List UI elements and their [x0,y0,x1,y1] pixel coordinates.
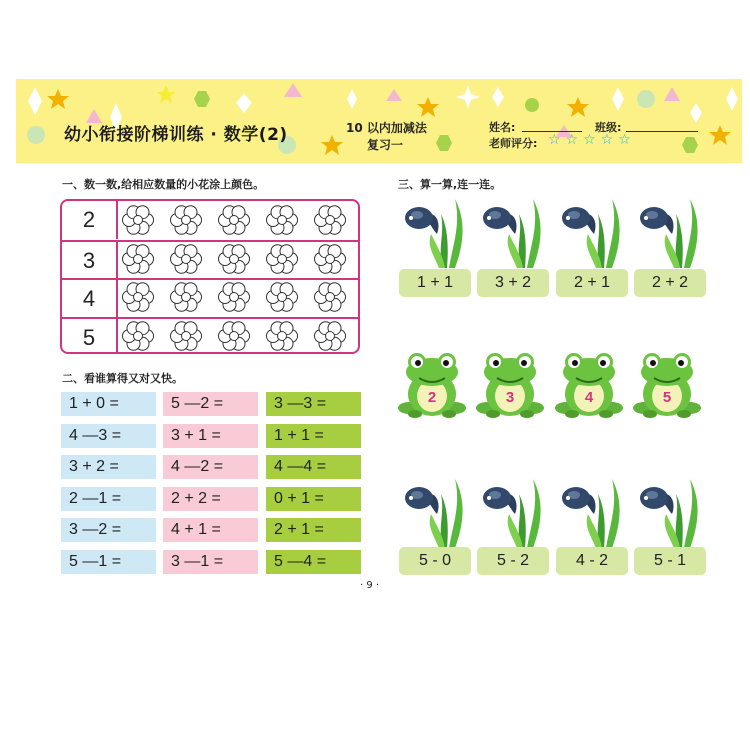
problem-box[interactable]: 2 + 1 [556,269,628,297]
row-number: 2 [62,201,118,239]
worksheet-title: 幼小衔接阶梯训练 · 数学(2) [64,125,288,145]
diamond-icon [28,87,42,115]
flower-icon[interactable] [264,202,300,238]
frog-number: 2 [427,389,437,406]
section2-heading: 二、看谁算得又对又快。 [62,372,183,385]
problem-box[interactable]: 3 + 2 [477,269,549,297]
problem-box[interactable]: 1 + 1 [399,269,471,297]
star-icon [709,125,731,145]
equation-cell[interactable]: 5 —2 = [163,392,258,416]
diamond-icon [492,87,504,107]
equation-cell[interactable]: 3 —3 = [266,392,361,416]
hexagon-icon [436,135,452,151]
tadpole-icon [475,474,545,549]
frog-icon[interactable] [554,352,624,420]
score-label: 老师评分: [489,137,538,150]
flower-icon[interactable] [120,202,156,238]
equation-cell[interactable]: 4 + 1 = [163,518,258,542]
frog-number: 5 [662,389,672,406]
flower-icon[interactable] [264,241,300,277]
diamond-icon [726,87,738,111]
flower-icon[interactable] [312,241,348,277]
problem-box[interactable]: 5 - 1 [634,547,706,575]
flower-table [60,199,360,354]
diamond-icon [612,87,624,111]
triangle-icon [284,83,302,97]
star-icon [417,97,439,117]
equation-cell[interactable]: 3 + 2 = [61,455,156,479]
equation-cell[interactable]: 1 + 0 = [61,392,156,416]
flower-icon[interactable] [168,318,204,354]
flower-icon[interactable] [168,202,204,238]
equation-cell[interactable]: 4 —4 = [266,455,361,479]
equation-cell[interactable]: 2 + 1 = [266,518,361,542]
tadpole-icon [554,474,624,549]
frog-number: 3 [505,389,515,406]
triangle-icon [386,89,402,101]
tadpole-icon [554,194,624,269]
flower-icon[interactable] [312,318,348,354]
flower-row [62,278,358,318]
diamond-icon [347,89,357,109]
tadpole-icon [397,194,467,269]
lesson-part: 复习一 [367,138,404,152]
flower-icon[interactable] [312,202,348,238]
flower-row [62,240,358,280]
row-number: 4 [62,280,118,318]
equation-cell[interactable]: 4 —3 = [61,424,156,448]
flower-icon[interactable] [216,279,252,315]
tadpole-icon [397,474,467,549]
flower-icon[interactable] [120,318,156,354]
problem-box[interactable]: 5 - 2 [477,547,549,575]
flower-icon[interactable] [168,279,204,315]
flower-row [62,317,358,355]
flower-icon[interactable] [216,202,252,238]
triangle-icon [664,87,680,101]
equation-cell[interactable]: 4 —2 = [163,455,258,479]
star-icon [567,97,589,117]
star-icon [47,89,69,109]
circle-icon [637,90,655,108]
problem-box[interactable]: 2 + 2 [634,269,706,297]
flower-icon[interactable] [264,318,300,354]
tadpole-icon [475,194,545,269]
problem-box[interactable]: 5 - 0 [399,547,471,575]
class-field[interactable] [626,131,698,132]
name-label: 姓名: [489,121,516,134]
equation-cell[interactable]: 2 + 2 = [163,487,258,511]
flower-icon[interactable] [216,318,252,354]
frog-number: 4 [584,389,594,406]
circle-icon [27,126,45,144]
equation-cell[interactable]: 5 —1 = [61,550,156,574]
equation-cell[interactable]: 3 + 1 = [163,424,258,448]
flower-icon[interactable] [120,241,156,277]
frog-icon[interactable] [475,352,545,420]
diamond-icon [690,103,702,123]
hexagon-icon [194,91,210,107]
flower-icon[interactable] [168,241,204,277]
flower-row [62,201,358,239]
frog-icon[interactable] [397,352,467,420]
frog-icon[interactable] [632,352,702,420]
lesson-subtitle: 10 以内加减法 [346,121,427,135]
circle-icon [525,98,539,112]
sparkle-icon [456,85,480,109]
tadpole-icon [632,194,702,269]
equation-cell[interactable]: 0 + 1 = [266,487,361,511]
page-number: · 9 · [360,580,380,591]
row-number: 5 [62,319,118,355]
tadpole-icon [632,474,702,549]
hexagon-icon [682,137,698,153]
equation-cell[interactable]: 5 —4 = [266,550,361,574]
flower-icon[interactable] [216,241,252,277]
star-icon [321,135,343,155]
flower-icon[interactable] [264,279,300,315]
equation-cell[interactable]: 3 —2 = [61,518,156,542]
class-label: 班级: [595,121,622,134]
flower-icon[interactable] [120,279,156,315]
section3-heading: 三、算一算,连一连。 [398,178,502,191]
row-number: 3 [62,242,118,280]
section1-heading: 一、数一数,给相应数量的小花涂上颜色。 [62,178,265,191]
equation-cell[interactable]: 1 + 1 = [266,424,361,448]
problem-box[interactable]: 4 - 2 [556,547,628,575]
star-icon [156,85,176,103]
equation-cell[interactable]: 2 —1 = [61,487,156,511]
diamond-icon [236,93,252,113]
equation-cell[interactable]: 3 —1 = [163,550,258,574]
flower-icon[interactable] [312,279,348,315]
score-stars[interactable]: ☆☆☆☆☆ [548,132,636,148]
